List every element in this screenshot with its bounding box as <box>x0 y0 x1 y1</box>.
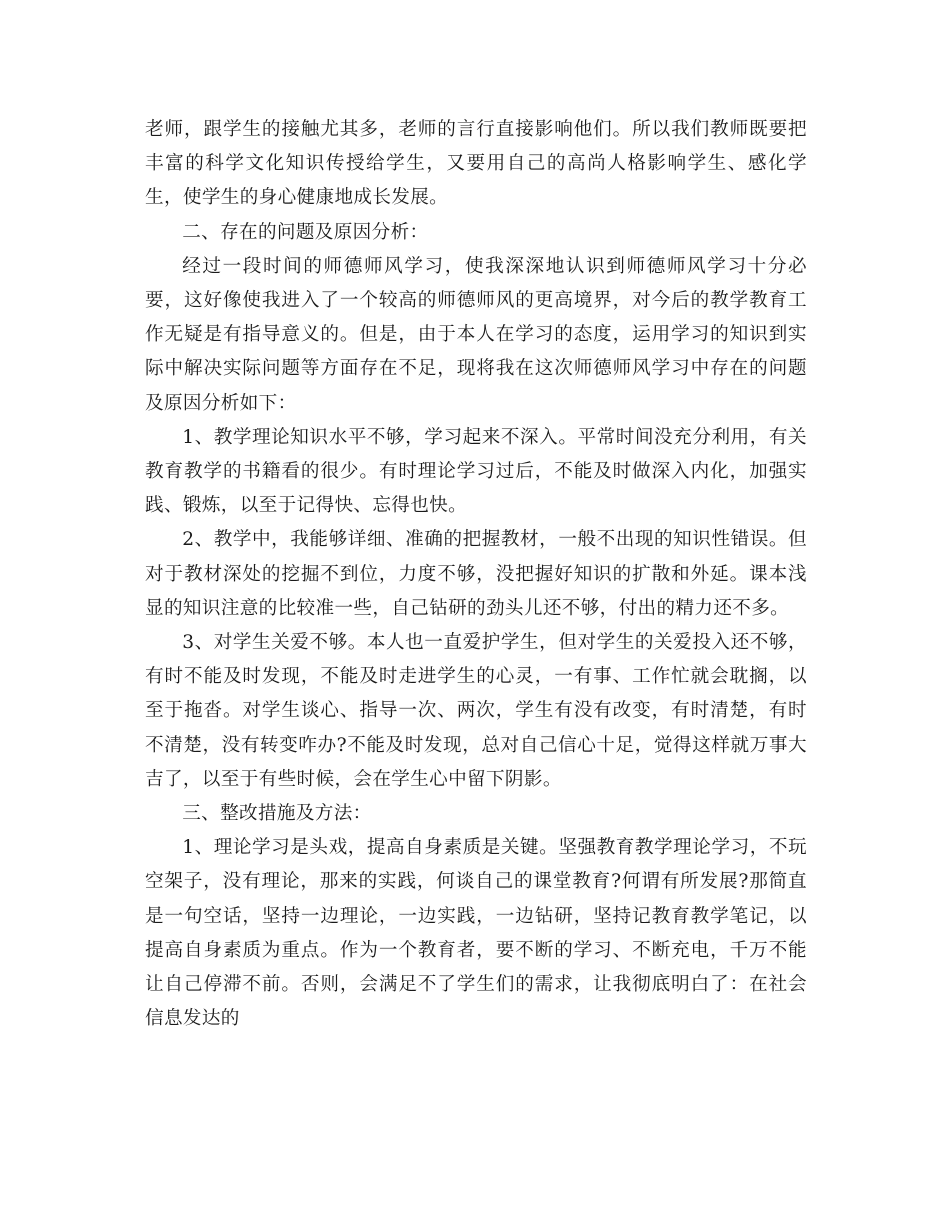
paragraph-measure-1: 1、理论学习是头戏，提高自身素质是关键。坚强教育教学理论学习，不玩空架子，没有理论，那来的实践，何谈自己的课堂教育?何谓有所发展?那简直是一句空话，坚持一边理论，一边实践，一边钻研，坚持记教育教学笔记，以提高自身素质为重点。作为一个教育者，要不断的学习、不断充电，千万不能让自己停滞不前。否则，会满足不了学生们的需求，让我彻底明白了：在社会信息发达的 <box>145 837 807 1030</box>
paragraph-problem-1: 1、教学理论知识水平不够，学习起来不深入。平常时间没充分利用，有关教育教学的书籍看的很少。有时理论学习过后，不能及时做深入内化，加强实践、锻炼，以至于记得快、忘得也快。 <box>145 426 807 517</box>
document-body <box>145 113 807 1036</box>
paragraph-problem-2: 2、教学中，我能够详细、准确的把握教材，一般不出现的知识性错误。但对于教材深处的挖掘不到位，力度不够，没把握好知识的扩散和外延。课本浅显的知识注意的比较准一些，自己钻研的劲头儿还不够，付出的精力还不多。 <box>145 529 807 619</box>
paragraph-problem-3: 3、对学生关爱不够。本人也一直爱护学生，但对学生的关爱投入还不够，有时不能及时发现，不能及时走进学生的心灵，一有事、工作忙就会耽搁，以至于拖沓。对学生谈心、指导一次、两次，学生有没有改变，有时清楚，有时不清楚，没有转变咋办?不能及时发现，总对自己信心十足，觉得这样就万事大吉了，以至于有些时候，会在学生心中留下阴影。 <box>145 632 807 790</box>
section-heading-problems: 二、存在的问题及原因分析： <box>182 221 429 243</box>
section-heading-measures: 三、整改措施及方法： <box>182 803 372 825</box>
paragraph-continuation: 老师，跟学生的接触尤其多，老师的言行直接影响他们。所以我们教师既要把丰富的科学文化知识传授给学生，又要用自己的高尚人格影响学生、感化学生，使学生的身心健康地成长发展。 <box>145 119 807 209</box>
paragraph-problems-intro: 经过一段时间的师德师风学习，使我深深地认识到师德师风学习十分必要，这好像使我进入了一个较高的师德师风的更高境界，对今后的教学教育工作无疑是有指导意义的。但是，由于本人在学习的态度，运用学习的知识到实际中解决实际问题等方面存在不足，现将我在这次师德师风学习中存在的问题及原因分析如下： <box>145 255 807 414</box>
